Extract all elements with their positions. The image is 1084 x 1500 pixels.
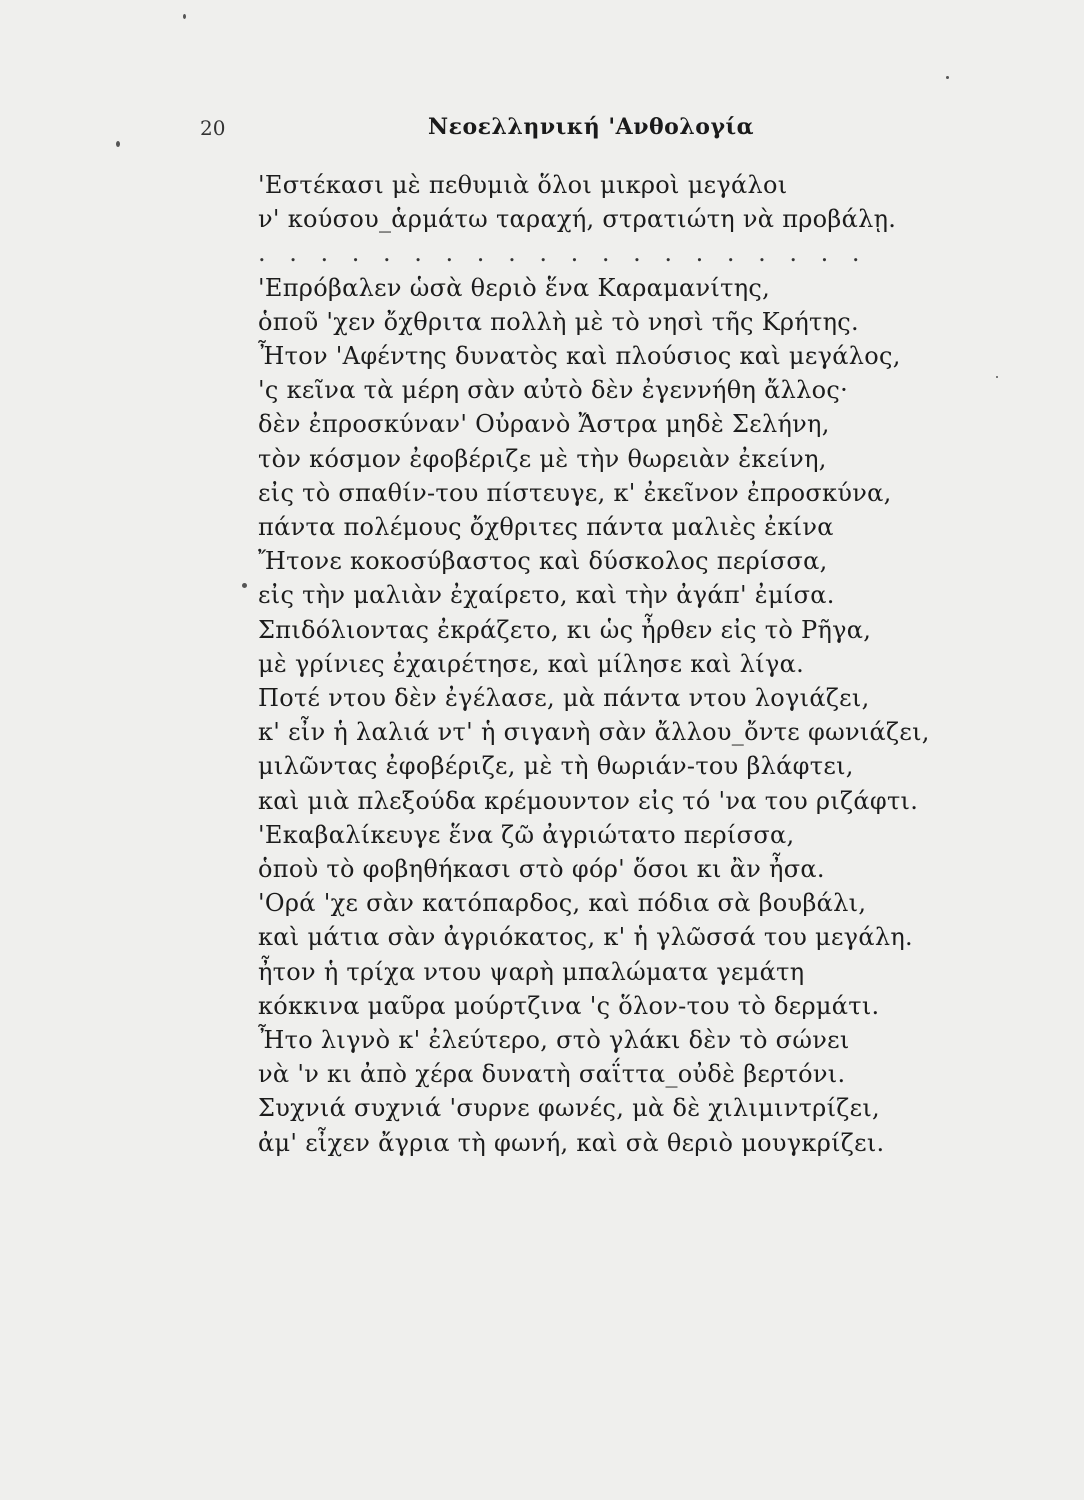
scan-speck xyxy=(946,76,949,79)
poem-body xyxy=(258,168,958,1160)
verse-line: κόκκινα μαῦρα μούρτζινα 'ς ὅλον-του τὸ δερμάτι. xyxy=(258,991,880,1020)
verse-line: καὶ μιὰ πλεξούδα κρέμουντον εἰς τό 'να του ριζάφτι. xyxy=(258,786,919,815)
verse-line: Ἤτονε κοκοσύβαστος καὶ δύσκολος περίσσα, xyxy=(258,547,828,576)
verse-line: 'ς κεῖνα τὰ μέρη σὰν αὐτὸ δὲν ἐγεννήθη ἄλλος· xyxy=(258,376,849,405)
verse-line: ν' κούσου_ἁρμάτω ταραχή, στρατιώτη νὰ προβάλῃ. xyxy=(258,205,897,234)
page-number: 20 xyxy=(200,116,226,140)
verse-line: Σπιδόλιοντας ἐκράζετο, κι ὡς ἦρθεν εἰς τὸ Ρῆγα, xyxy=(258,615,872,644)
verse-line: δὲν ἐπροσκύναν' Οὐρανὸ Ἄστρα μηδὲ Σελήνη, xyxy=(258,410,830,439)
verse-line: εἰς τὸ σπαθίν-του πίστευγε, κ' ἐκεῖνον ἐπροσκύνα, xyxy=(258,478,892,507)
verse-line: εἰς τὴν μαλιὰν ἐχαίρετο, καὶ τὴν ἀγάπ' ἐμίσα. xyxy=(258,581,835,610)
verse-line: Ποτέ ντου δὲν ἐγέλασε, μὰ πάντα ντου λογιάζει, xyxy=(258,684,870,713)
verse-line: 'Ορά 'χε σὰν κατόπαρδος, καὶ πόδια σὰ βουβάλι, xyxy=(258,889,867,918)
verse-line: καὶ μάτια σὰν ἀγριόκατος, κ' ἡ γλῶσσά του μεγάλη. xyxy=(258,923,913,952)
omission-dots: . . . . . . . . . . . . . . . . . . . . xyxy=(258,239,868,268)
verse-line: 'Εκαβαλίκευγε ἕνα ζῶ ἀγριώτατο περίσσα, xyxy=(258,820,795,849)
verse-line: ἀμ' εἶχεν ἄγρια τὴ φωνή, καὶ σὰ θεριὸ μουγκρίζει. xyxy=(258,1128,885,1157)
verse-line: 'Εστέκασι μὲ πεθυμιὰ ὅλοι μικροὶ μεγάλοι xyxy=(258,171,788,199)
running-head: Νεοελληνική 'Ανθολογία xyxy=(428,114,755,140)
verse-line: μὲ γρίνιες ἐχαιρέτησε, καὶ μίλησε καὶ λίγα. xyxy=(258,649,805,678)
verse-line: Συχνιά συχνιά 'συρνε φωνές, μὰ δὲ χιλιμιντρίζει, xyxy=(258,1094,880,1123)
verse-line: μιλῶντας ἐφοβέριζε, μὲ τὴ θωριάν-του βλάφτει, xyxy=(258,752,854,781)
verse-line: πάντα πολέμους ὄχθριτες πάντα μαλιὲς ἐκίνα xyxy=(258,513,834,542)
verse-line: νὰ 'ν κι ἀπὸ χέρα δυνατὴ σαΐττα_οὐδὲ βερτόνι. xyxy=(258,1060,846,1089)
verse-line: τὸν κόσμον ἐφοβέριζε μὲ τὴν θωρειὰν ἐκείνη, xyxy=(258,444,827,473)
verse-line: ἦτον ἡ τρίχα ντου ψαρὴ μπαλώματα γεμάτη xyxy=(258,957,805,986)
scan-speck xyxy=(116,141,120,147)
verse-line: κ' εἶν ἡ λαλιά ντ' ἡ σιγανὴ σὰν ἄλλου_ὄντε φωνιάζει, xyxy=(258,718,930,747)
scan-speck xyxy=(183,14,186,19)
verse-line: 'Επρόβαλεν ὡσὰ θεριὸ ἕνα Καραμανίτης, xyxy=(258,273,771,302)
verse-line: Ἦτο λιγνὸ κ' ἐλεύτερο, στὸ γλάκι δὲν τὸ σώνει xyxy=(258,1026,850,1055)
verse-line: ὁποῦ 'χεν ὄχθριτα πολλὴ μὲ τὸ νησὶ τῆς Κρήτης. xyxy=(258,307,859,336)
verse-line: Ἦτον 'Αφέντης δυνατὸς καὶ πλούσιος καὶ μεγάλος, xyxy=(258,342,901,371)
scan-speck xyxy=(996,376,998,378)
scan-speck xyxy=(242,583,247,588)
verse-line: ὁποὺ τὸ φοβηθήκασι στὸ φόρ' ὅσοι κι ἂν ἦσα. xyxy=(258,855,825,884)
